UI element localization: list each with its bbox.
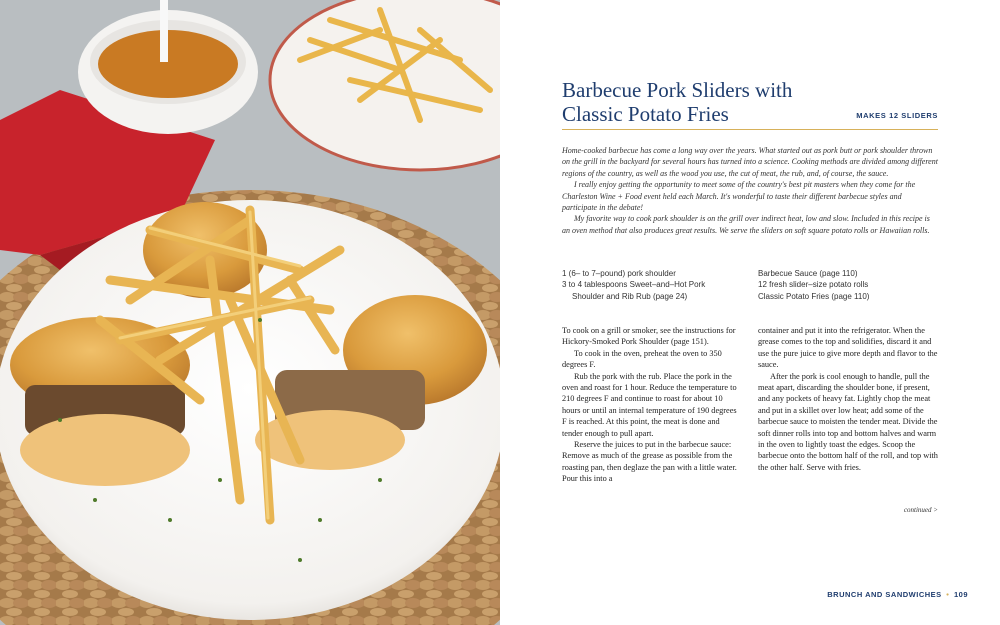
recipe-title-line2: Classic Potato Fries: [562, 102, 729, 126]
method-paragraph: Rub the pork with the rub. Place the pork in the oven and roast for 1 hour. Reduce the temperature to 210 degrees F and continue to roast for about 10 hours or until an internal temperature of 190 degrees F is reached. At this point, the meat is done and tender enough to pull apart.: [562, 371, 737, 438]
footer-section-name: BRUNCH AND SANDWICHES: [827, 590, 942, 599]
page-footer: [827, 590, 968, 599]
ingredients-column-right: [758, 268, 938, 302]
ingredients-column-left: [562, 268, 737, 302]
ingredient-item: 12 fresh slider–size potato rolls: [758, 280, 869, 290]
recipe-page: [500, 0, 1000, 625]
method-column-left: [562, 325, 742, 485]
recipe-title-line1: Barbecue Pork Sliders with: [562, 78, 793, 102]
ingredient-item: Barbecue Sauce (page 110): [758, 269, 858, 278]
ingredient-item: 1 (6– to 7–pound) pork shoulder: [562, 269, 676, 278]
recipe-yield: MAKES 12 SLIDERS: [856, 111, 938, 120]
method-paragraph: To cook on a grill or smoker, see the instructions for Hickory-Smoked Pork Shoulder (page 151).: [562, 326, 736, 347]
method-paragraph: To cook in the oven, preheat the oven to 350 degrees F.: [562, 348, 722, 370]
recipe-title: [562, 78, 842, 126]
title-divider: [562, 129, 938, 130]
continued-note: continued >: [903, 506, 938, 514]
method-column-right: [758, 325, 938, 473]
method-paragraph: container and put it into the refrigerator. When the grease comes to the top and solidifies, discard it and use the pure juice to give more depth and flavor to the sauce.: [758, 326, 938, 370]
recipe-intro: [562, 145, 938, 236]
ingredient-item: 3 to 4 tablespoons Sweet–and–Hot Pork Shoulder and Rib Rub (page 24): [562, 280, 706, 301]
intro-paragraph: I really enjoy getting the opportunity to meet some of the country's best pit masters when they come for the Charleston Wine + Food event held each March. It's wonderful to taste their different barbecue styles and participate in the debate!: [562, 180, 916, 213]
footer-separator: •: [946, 590, 950, 599]
ingredient-item: Classic Potato Fries (page 110): [758, 291, 870, 301]
intro-paragraph: My favorite way to cook pork shoulder is on the grill over indirect heat, low and slow. Included in this recipe is an oven method that also produces great results. We serve the sliders on soft square potato rolls or Hawaiian rolls.: [562, 214, 930, 235]
method-paragraph: Reserve the juices to put in the barbecue sauce: Remove as much of the grease as possible from the roasting pan, then deglaze the pan with a little water. Pour this into a: [562, 440, 737, 484]
page-number: 109: [953, 590, 968, 599]
method-paragraph: After the pork is cool enough to handle, pull the meat apart, discarding the shoulder bone, if present, and any pockets of heavy fat. Lightly chop the meat and put in a skillet over low heat; add some of the barbecue sauce to moisten the tender meat. Divide the soft dinner rolls into top and bottom halves and warm in the oven to lightly toast the edges. Scoop the barbecue onto the bottom half of the roll, and top with the other half. Serve with fries.: [758, 371, 938, 472]
intro-paragraph: Home-cooked barbecue has come a long way over the years. What started out as pork butt or pork shoulder thrown on the grill in the backyard for several hours has turned into a science. Cooking methods are divided among different regions of the country, as well as the wood you use, the cut of meat, the rub, and, of course, the sauce.: [562, 146, 938, 178]
